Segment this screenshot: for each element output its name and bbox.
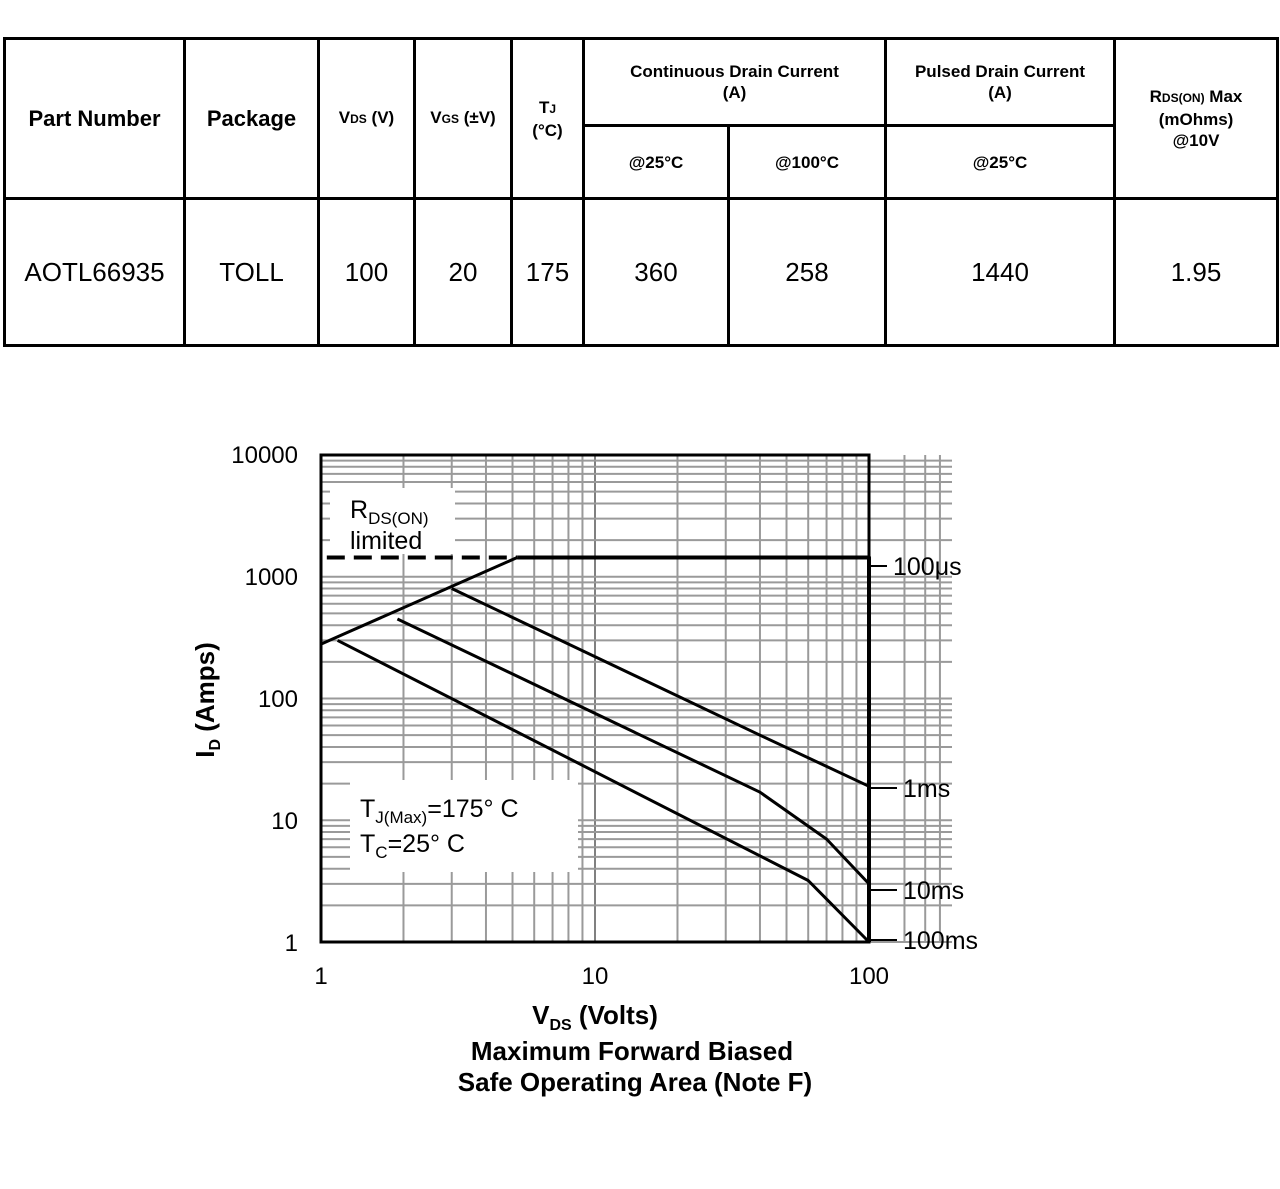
tc-label: $T_C=25^\circ$ C bbox=[360, 830, 465, 862]
header-tj: TJ (°C) bbox=[512, 39, 584, 199]
cell-part-number: AOTL66935 bbox=[5, 199, 185, 346]
chart-title-line2: Safe Operating Area (Note F) bbox=[457, 1067, 813, 1097]
rds-limited-label-line2: limited bbox=[350, 527, 423, 555]
x-tick-label: 10 bbox=[581, 963, 609, 990]
x-tick-label: 100 bbox=[848, 963, 890, 990]
series-line-1ms bbox=[452, 589, 869, 787]
header-vgs: VGS (±V) bbox=[415, 39, 512, 199]
tj-max-label: $T_{J(Max)}=175^\circ$ C bbox=[360, 795, 519, 827]
cell-pulsed-25: 1440 bbox=[886, 199, 1115, 346]
soa-chart bbox=[0, 400, 1280, 1189]
series-label-100ms: 100ms bbox=[903, 927, 979, 955]
cell-vgs: 20 bbox=[415, 199, 512, 346]
header-continuous-drain-current: Continuous Drain Current (A) bbox=[584, 39, 886, 126]
y-axis-label: $I_D$ (Amps) bbox=[190, 642, 224, 758]
series-label-100us: 100μs bbox=[893, 553, 962, 581]
header-package: Package bbox=[185, 39, 319, 199]
header-rds-on-max: RDS(ON) Max (mOhms) @10V bbox=[1115, 39, 1278, 199]
x-axis-label: $V_{DS}$ (Volts) bbox=[532, 1000, 658, 1034]
cell-package: TOLL bbox=[185, 199, 319, 346]
x-tick-label: 1 bbox=[314, 963, 328, 990]
y-tick-label: 10 bbox=[271, 808, 298, 835]
y-tick-label: 1000 bbox=[244, 564, 298, 591]
cell-rds: 1.95 bbox=[1115, 199, 1278, 346]
series-label-1ms: 1ms bbox=[903, 775, 951, 803]
spec-table bbox=[3, 37, 1279, 347]
header-pulsed-at-25c: @25°C bbox=[886, 126, 1115, 199]
header-pulsed-drain-current: Pulsed Drain Current (A) bbox=[886, 39, 1115, 126]
rds-limited-label: $R_{DS(ON)}$ bbox=[350, 496, 429, 528]
header-cont-at-25c: @25°C bbox=[584, 126, 729, 199]
header-part-number: Part Number bbox=[5, 39, 185, 199]
y-tick-label: 1 bbox=[284, 930, 298, 957]
header-vds: VDS (V) bbox=[319, 39, 415, 199]
cell-vds: 100 bbox=[319, 199, 415, 346]
chart-title-line1: Maximum Forward Biased bbox=[470, 1036, 794, 1066]
series-label-10ms: 10ms bbox=[903, 877, 965, 905]
series-line-r-ds-on-limit-line bbox=[321, 558, 517, 645]
cell-cont-25: 360 bbox=[584, 199, 729, 346]
cell-tj: 175 bbox=[512, 199, 584, 346]
cell-cont-100: 258 bbox=[729, 199, 886, 346]
y-tick-label: 10000 bbox=[231, 442, 298, 469]
y-tick-label: 100 bbox=[257, 686, 298, 713]
header-cont-at-100c: @100°C bbox=[729, 126, 886, 199]
